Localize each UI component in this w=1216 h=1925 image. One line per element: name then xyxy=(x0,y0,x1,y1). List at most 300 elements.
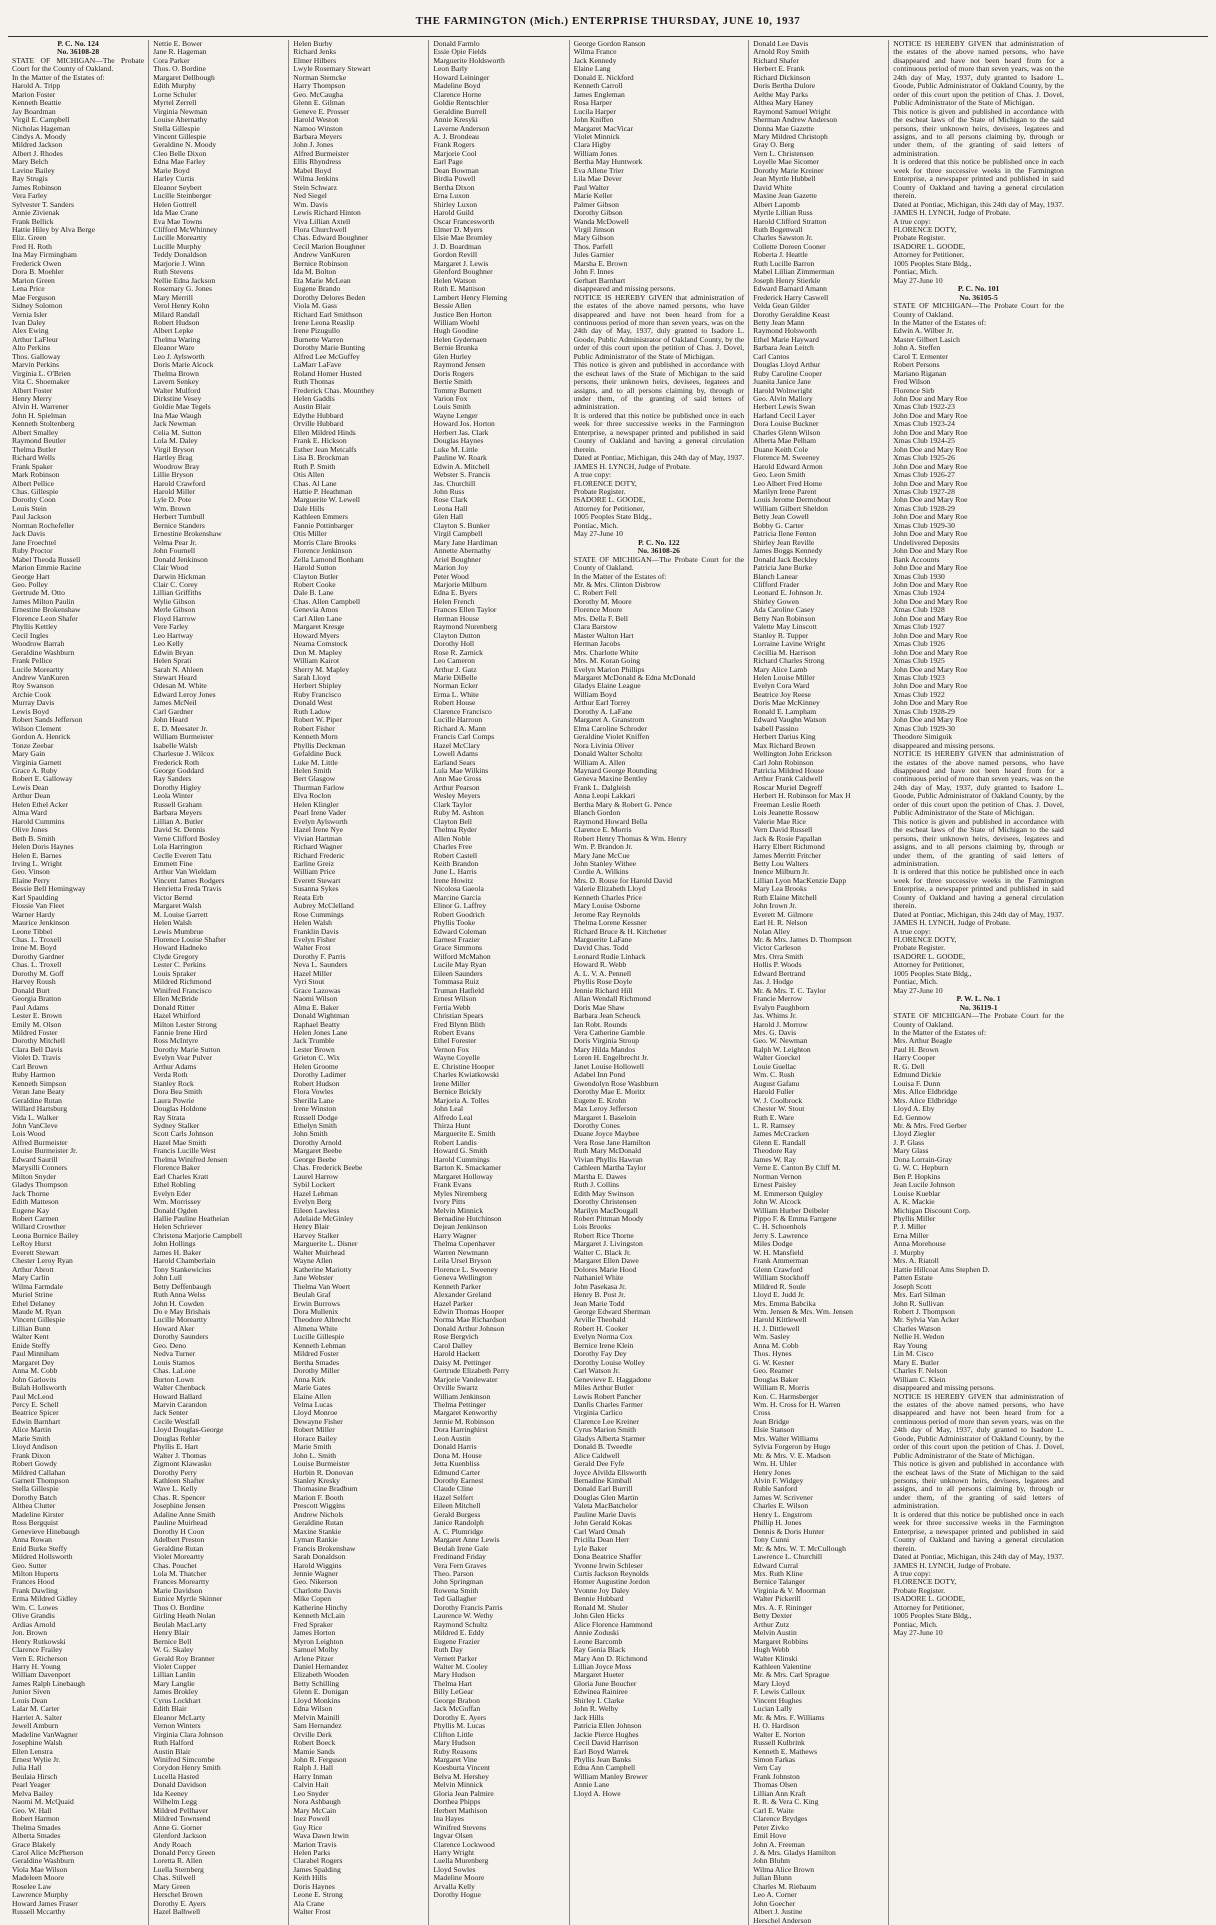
notice-line: Charles Kwiatkowski xyxy=(433,1070,500,1080)
notice-line: Eugene Frazier xyxy=(433,1636,480,1646)
notice-line: Barton K. Smackamer xyxy=(433,1163,502,1173)
notice-line: Tommy Burnett xyxy=(433,385,482,395)
notice-line: Nora Ashbaugh xyxy=(293,1797,341,1807)
notice-line: Beulah Irene Gale xyxy=(433,1543,489,1553)
notice-line: Chas. LaLone xyxy=(153,1366,196,1376)
notice-line: Harvey Stalker xyxy=(293,1230,340,1240)
notice-line: Cindys A. Moody xyxy=(12,131,67,141)
notice-line: Frank Rogers xyxy=(433,140,475,150)
notice-line: Lucile May Ryan xyxy=(433,960,487,970)
notice-line: Ruth E. Mattison xyxy=(433,284,486,294)
notice-paragraph: It is ordered that this notice be published once in each week for three successive weeks in the Farmington Enterprise, a newspaper printed and published in said County of Oakland and having a general circulation therein. xyxy=(893,157,1064,201)
notice-line: Pauline Marie Davis xyxy=(573,1509,637,1519)
notice-line: Mildred Foster xyxy=(293,1349,339,1359)
notice-line: Geo. Alvin Mallory xyxy=(753,394,813,404)
notice-line: Barbara Meyers xyxy=(293,131,342,141)
notice-line: FLORENCE DOTY, xyxy=(893,224,957,234)
notice-line: Mrs. Emma Babcika xyxy=(753,1298,816,1308)
notice-line: Enide Steffy xyxy=(12,1340,51,1350)
notice-line: Goldie Rentschler xyxy=(433,98,489,108)
notice-line: Mary Green xyxy=(153,1881,191,1891)
notice-line: Nora Livinia Oliver xyxy=(573,740,634,750)
notice-line: Charles M. Riebaum xyxy=(753,1881,817,1891)
notice-line: Paul H. Brown xyxy=(893,1044,939,1054)
notice-line: 1005 Peoples State Bldg., xyxy=(893,1611,972,1621)
notice-line: Jennie Richard Hill xyxy=(573,985,633,995)
notice-line: Cyrus Marion Smith xyxy=(573,1425,637,1435)
notice-line: Wylie Gibson xyxy=(153,596,196,606)
notice-line: Peter Zivko xyxy=(753,1822,789,1832)
notice-line: Dale Hills xyxy=(293,503,325,513)
notice-line: Attorney for Petitioner, xyxy=(893,1602,965,1612)
notice-line: Robert W. Piper xyxy=(293,715,343,725)
notice-line: Eugene E. Krohn xyxy=(573,1095,627,1105)
notice-line: Pricilla Dean Herr xyxy=(573,1535,630,1545)
notice-line: C. H. Schoenhols xyxy=(753,1222,807,1232)
notice-line: Mildred Hollsworth xyxy=(12,1552,73,1562)
notice-line: Edith Matteson xyxy=(12,1197,59,1207)
notice-line: Ivory Pitts xyxy=(433,1197,466,1207)
notice-heading: P. C. No. 122 xyxy=(638,537,680,547)
notice-line: Don M. Mapley xyxy=(293,647,343,657)
notice-line: ISADORE L. GOODE, xyxy=(893,1594,965,1604)
notice-line: Kenneth Simpson xyxy=(12,1078,67,1088)
notice-line: Mary Gain xyxy=(12,749,46,759)
notice-line: Velma Lucas xyxy=(293,1399,333,1409)
notice-line: Yvonne Irwin Schleser xyxy=(573,1560,643,1570)
notice-line: Marguerite E. Smith xyxy=(433,1129,496,1139)
notice-line: Chas. Pouchet xyxy=(153,1560,197,1570)
notice-line: Irene Leona Reaslip xyxy=(293,317,355,327)
notice-line: Cathleen Martha Taylor xyxy=(573,1163,646,1173)
notice-line: Roy Swanson xyxy=(12,681,54,691)
notice-line: Jennie M. Robinson xyxy=(433,1416,495,1426)
notice-line: Wm. Davis xyxy=(293,199,328,209)
notice-line: Mrs. A. F. Rininger xyxy=(753,1602,813,1612)
notice-line: Madeline Moore xyxy=(433,1873,485,1883)
notice-line: Arthur J. Gatz xyxy=(433,664,477,674)
notice-line: Albert J. Rhodes xyxy=(12,148,63,158)
notice-line: Eunice Myrtle Skinner xyxy=(153,1594,223,1604)
notice-line: Sybil Lockert xyxy=(293,1180,335,1190)
notice-line: Isabelle Walsh xyxy=(153,740,198,750)
notice-line: Elmer D. Myers xyxy=(433,224,483,234)
notice-line: Marjorie J. Winn xyxy=(153,258,205,268)
notice-line: Joseph Henry Stierkle xyxy=(753,275,821,285)
notice-line: Daisy M. Pettinger xyxy=(433,1357,492,1367)
notice-line: Jane R. Hageman xyxy=(153,47,207,57)
notice-line: Bernice Robinson xyxy=(293,258,348,268)
notice-line: Jerry S. Lawrence xyxy=(753,1230,809,1240)
notice-line: Roland Homer Husted xyxy=(293,368,362,378)
notice-line: Edwin Barnhart xyxy=(12,1416,61,1426)
notice-line: Leo Cameron xyxy=(433,656,475,666)
notice-line: Clara Higby xyxy=(573,140,611,150)
notice-line: Floyd Harrow xyxy=(153,613,196,623)
notice-line: JAMES H. LYNCH, Judge of Probate. xyxy=(893,918,1011,928)
notice-line: Dorothy Francis Parris xyxy=(433,1602,503,1612)
notice-line: Louis Jerome Dermohout xyxy=(753,495,831,505)
notice-line: Raymond Jensen xyxy=(433,360,486,370)
notice-line: Mrs. Della F. Bell xyxy=(573,613,629,623)
notice-line: John Bluhm xyxy=(753,1856,791,1866)
notice-line: Fred H. Roth xyxy=(12,241,52,251)
notice-line: Frank Evans xyxy=(433,1180,472,1190)
notice-line: Mildred Jackson xyxy=(12,140,63,150)
notice-line: Kenneth Charles Price xyxy=(573,892,642,902)
notice-line: Xmas Club 1927-28 xyxy=(893,487,955,497)
notice-line: Orville Derk xyxy=(293,1729,332,1739)
notice-line: Florence Baker xyxy=(153,1163,200,1173)
notice-line: Edwin Thomas Hooper xyxy=(433,1306,505,1316)
notice-line: Clarence Lockwood xyxy=(433,1839,495,1849)
notice-line: Kenneth Stoltenberg xyxy=(12,419,75,429)
notice-line: Chas. L. Troxell xyxy=(12,935,62,945)
notice-line: Homer Augustine Jordon xyxy=(573,1577,650,1587)
notice-line: John W. Alcock xyxy=(753,1197,802,1207)
notice-line: Wm. Brown xyxy=(153,503,191,513)
notice-line: Geraldine Burrell xyxy=(433,106,487,116)
notice-line: 1005 Peoples State Bldg., xyxy=(893,968,972,978)
notice-line: Corydon Henry Smith xyxy=(153,1763,221,1773)
notice-line: Mrs. Alice Eldbridge xyxy=(893,1095,958,1105)
notice-line: Valette May Linscott xyxy=(753,622,817,632)
notice-line: John H. Spielman xyxy=(12,410,67,420)
notice-line: Mrs. Orra Smith xyxy=(753,951,804,961)
notice-line: Harvey Roush xyxy=(12,977,56,987)
notice-line: Lila Mae Dever xyxy=(573,174,622,184)
notice-line: Morris Clare Brooks xyxy=(293,537,357,547)
notice-line: Curtis Jackson Reynolds xyxy=(573,1569,649,1579)
notice-line: Ellen Mildred Hinds xyxy=(293,427,356,437)
notice-line: Gloria June Boucher xyxy=(573,1678,637,1688)
notice-line: Adelaide McGinley xyxy=(293,1213,354,1223)
notice-line: Leo J. Aylsworth xyxy=(153,351,205,361)
notice-line: Jack & Rosie Papallan xyxy=(753,833,822,843)
notice-line: Rose Bergvich xyxy=(433,1332,479,1342)
notice-line: Pontiac, Mich. xyxy=(573,520,619,530)
notice-line: Koesburta Vincent xyxy=(433,1763,490,1773)
notice-paragraph: STATE OF MICHIGAN—The Probate Court for the County of Oakland. xyxy=(12,55,145,74)
notice-line: Eileen Mitchell xyxy=(433,1501,481,1511)
notice-line: Wm. C. Rush xyxy=(753,1070,795,1080)
notice-line: Phyllis Tooke xyxy=(433,918,476,928)
notice-line: Alvin H. Warrener xyxy=(12,402,69,412)
notice-line: Dorothy Earnest xyxy=(433,1476,484,1486)
notice-line: Hattie Hiley by Alva Berge xyxy=(12,224,95,234)
notice-line: Helen Parks xyxy=(293,1847,331,1857)
notice-line: Bernice Bell xyxy=(153,1636,192,1646)
notice-line: In the Matter of the Estates of: xyxy=(12,72,105,82)
notice-line: Valerie Mae Rice xyxy=(753,816,806,826)
notice-line: Clifton Little xyxy=(433,1729,474,1739)
notice-line: Cora Parker xyxy=(153,55,190,65)
notice-line: Genevia Amos xyxy=(293,605,339,615)
notice-line: Wm. Morrissey xyxy=(153,1197,201,1207)
notice-line: Glenn Crawford xyxy=(753,1264,803,1274)
notice-line: Barbara Jean Scheuck xyxy=(573,1011,641,1021)
notice-line: Arnold Roy Smith xyxy=(753,47,810,57)
notice-line: Lillian Ann Kraft xyxy=(753,1788,806,1798)
notice-line: Willard Hartsburg xyxy=(12,1104,68,1114)
notice-line: Helen Ethel Acker xyxy=(12,799,69,809)
notice-line: Bertha Mary & Robert G. Pence xyxy=(573,799,672,809)
notice-line: Reata Erb xyxy=(293,892,324,902)
notice-line: Marguerite W. Lewell xyxy=(293,495,360,505)
notice-line: Dorothy Hogue xyxy=(433,1890,481,1900)
notice-line: Nellie H. Wedon xyxy=(893,1332,945,1342)
notice-line: Vivian Hartman xyxy=(293,833,342,843)
notice-line: Robert Landis xyxy=(433,1137,477,1147)
notice-line: Keith Hills xyxy=(293,1873,327,1883)
notice-line: Harold A. Tripp xyxy=(12,81,61,91)
notice-line: Paul Adams xyxy=(12,1002,49,1012)
notice-line: Hazel Parker xyxy=(433,1298,473,1308)
notice-line: M. Louise Garrett xyxy=(153,909,208,919)
notice-line: George Goddard xyxy=(153,765,204,775)
notice-line: John Gerald Kokas xyxy=(573,1518,632,1528)
notice-line: Marion Travis xyxy=(293,1839,337,1849)
column-7 xyxy=(888,40,1068,1925)
notice-line: Sydney Stalker xyxy=(153,1121,200,1130)
notice-line: Virginia L. O'Brien xyxy=(12,368,71,378)
notice-line: Ruby Caroline Cooper xyxy=(753,368,822,378)
notice-line: John Doe and Mary Roe xyxy=(893,410,968,420)
notice-line: Evelyn Eder xyxy=(153,1188,191,1198)
notice-line: Bessie Bell Hemingway xyxy=(12,884,86,894)
notice-line: Thelma Smades xyxy=(12,1822,61,1832)
notice-line: Theodore Ray xyxy=(753,1146,797,1156)
notice-line: Marion Green xyxy=(12,275,55,285)
notice-line: Herschel Brown xyxy=(153,1890,203,1900)
notice-line: Frank Bellick xyxy=(12,216,54,226)
notice-line: Geraldine Washburn xyxy=(12,1856,75,1866)
notice-line: Ruth Stevens xyxy=(153,267,194,277)
notice-line: John Doe and Mary Roe xyxy=(893,563,968,573)
notice-line: Irene Winston xyxy=(293,1104,337,1114)
notice-line: Celia M. Sutton xyxy=(153,427,202,437)
notice-line: Robert Gowdy xyxy=(12,1459,57,1469)
notice-line: Lyle Baker xyxy=(573,1543,608,1553)
notice-line: P. J. Miller xyxy=(893,1222,927,1232)
notice-line: Arville Theobald xyxy=(573,1315,626,1325)
notice-line: Martha E. Dawes xyxy=(573,1171,627,1181)
notice-line: Dorothy Arnold xyxy=(293,1137,342,1147)
notice-line: Attorney for Petitioner, xyxy=(893,250,965,260)
notice-line: Raymond Samuel Wright xyxy=(753,106,831,116)
notice-line: Vern Cay xyxy=(753,1763,782,1773)
notice-line: Margaret Anne Lewis xyxy=(433,1535,500,1545)
notice-line: John Lull xyxy=(153,1273,183,1283)
notice-line: FLORENCE DOTY, xyxy=(893,1577,957,1587)
notice-line: Mr. Sylvia Van Acker xyxy=(893,1315,959,1325)
notice-line: Mr. & Mrs. Fred Gerber xyxy=(893,1121,967,1130)
notice-line: Eleanor McLarty xyxy=(153,1712,206,1722)
notice-line: Lola M. Thatcher xyxy=(153,1569,207,1579)
notice-line: Margaret I. Baseloin xyxy=(573,1112,637,1122)
notice-line: Helen Sprati xyxy=(153,656,192,666)
notice-line: Laurence W. Wethy xyxy=(433,1611,494,1621)
notice-line: Francis Brokenshaw xyxy=(293,1543,356,1553)
notice-line: Vincent Hughes xyxy=(753,1695,802,1705)
notice-line: Geraldine Rutan xyxy=(153,1543,204,1553)
notice-line: Dorothy Batch xyxy=(12,1492,57,1502)
notice-line: Wilma Farmdale xyxy=(12,1281,63,1291)
notice-line: Master Gilbert Lasich xyxy=(893,334,960,344)
notice-line: Ronald E. Lampham xyxy=(753,706,817,716)
notice-line: Mrs. D. Rouse for Harold David xyxy=(573,875,673,885)
notice-line: Herbert Lewis Swan xyxy=(753,402,816,412)
notice-line: Charles Watson xyxy=(893,1323,941,1333)
notice-line: Shirley Gowen xyxy=(753,596,799,606)
notice-line: Bernice Brickly xyxy=(433,1087,482,1097)
notice-line: Vera Rose Jane Hamilton xyxy=(573,1137,651,1147)
notice-line: Ina Hayes xyxy=(433,1814,464,1824)
notice-line: Clarence Frailey xyxy=(12,1645,63,1655)
notice-line: Wesley Meyers xyxy=(433,791,481,801)
notice-line: Luke M. Little xyxy=(433,444,478,454)
notice-line: Phyllis E. Hart xyxy=(153,1442,199,1452)
notice-line: Clifford McWhinney xyxy=(153,224,218,234)
notice-line: Vern E. Richerson xyxy=(12,1653,68,1663)
notice-line: Violet Copper xyxy=(153,1662,196,1671)
notice-line: Lloyd Andison xyxy=(12,1442,58,1452)
notice-line: Robert House xyxy=(433,698,476,708)
notice-line: Mary E. Butler xyxy=(893,1357,940,1367)
notice-line: Lloyd Monroe xyxy=(293,1408,338,1418)
notice-line: Hazel Miller xyxy=(293,968,332,978)
notice-line: Walter M. Cooley xyxy=(433,1662,488,1671)
notice-line: John Kniffen xyxy=(573,115,614,125)
notice-line: R. R. & Vera C. King xyxy=(753,1797,819,1807)
notice-line: Robert J. Thompson xyxy=(893,1306,955,1316)
notice-line: Margaret Kresge xyxy=(293,622,345,632)
notice-line: Phyllis Kettley xyxy=(12,622,58,632)
notice-line: Erna Miller xyxy=(893,1230,929,1240)
notice-line: May 27-June 10 xyxy=(893,1628,943,1638)
notice-line: George Edward Sherman xyxy=(573,1306,651,1316)
notice-line: Dorothy Marie Kreiner xyxy=(753,165,824,175)
notice-line: Henry L. Engstrom xyxy=(753,1509,812,1519)
notice-line: Donald Harris xyxy=(433,1442,477,1452)
notice-line: John L. Smith xyxy=(293,1450,337,1460)
notice-line: Louis Dean xyxy=(12,1695,48,1705)
notice-line: William Boyd xyxy=(573,689,617,699)
notice-line: George Beebe xyxy=(293,1154,337,1164)
notice-line: Ruth Anna Welss xyxy=(153,1290,206,1300)
notice-line: Leila Ursel Bryson xyxy=(433,1256,492,1266)
notice-line: Jay Boardman xyxy=(12,106,56,116)
notice-line: Mrs. Charlotte White xyxy=(573,647,639,657)
notice-line: Mary Lea Brooks xyxy=(753,884,807,894)
notice-line: M. Emmerson Quigley xyxy=(753,1188,823,1198)
notice-line: Dorothy Miller xyxy=(293,1366,340,1376)
notice-line: Marion Foster xyxy=(12,89,56,99)
notice-line: Richard Shafer xyxy=(753,55,799,65)
notice-line: Doris Rogers xyxy=(433,368,474,378)
notice-line: Woodrow Barrah xyxy=(12,639,65,649)
notice-line: Clarence Francisco xyxy=(433,706,492,716)
notice-line: Marion Emmie Racine xyxy=(12,563,82,573)
notice-line: Glen Hurley xyxy=(433,351,472,361)
notice-line: Douglas Holdone xyxy=(153,1104,207,1114)
notice-line: Helen Burby xyxy=(293,39,333,48)
notice-line: Arthur Zutz xyxy=(753,1619,790,1629)
notice-line: Ardias Arnold xyxy=(12,1619,56,1629)
notice-line: Wm. H. Cross for H. Warren xyxy=(753,1399,841,1409)
notice-line: Leone Barcomb xyxy=(573,1636,623,1646)
notice-line: Aelthe May Parks xyxy=(753,89,808,99)
notice-line: Christian Spears xyxy=(433,1011,484,1021)
notice-line: Hallie Pauline Heatheian xyxy=(153,1213,230,1223)
column-1 xyxy=(8,40,148,1925)
notice-line: Everett M. Gilmore xyxy=(753,909,813,919)
notice-line: Fannie Irene Hird xyxy=(153,1028,208,1038)
notice-line: Frances Ellen Taylor xyxy=(433,605,497,615)
notice-line: J. Murphy xyxy=(893,1247,925,1257)
notice-line: Harry Cooper xyxy=(893,1053,936,1063)
notice-line: Donald Walter Scholtz xyxy=(573,749,643,759)
notice-line: Bobby G. Carter xyxy=(753,520,804,530)
notice-line: Elinor G. Laffrey xyxy=(433,901,487,911)
notice-line: Ethel Forester xyxy=(433,1036,477,1046)
notice-line: Kathleen Shafter xyxy=(153,1476,205,1486)
notice-line: Florence L. Sweeney xyxy=(433,1264,498,1274)
notice-line: Velda Gean Gilder xyxy=(753,301,810,311)
notice-line: Max Leroy Jefferson xyxy=(573,1104,638,1114)
notice-line: Mrs. Ruth Kline xyxy=(753,1569,803,1579)
notice-line: Mrs. Arthur Beagle xyxy=(893,1036,953,1046)
notice-line: Thomasine Bradburn xyxy=(293,1484,358,1494)
notice-line: FLORENCE DOTY, xyxy=(893,935,957,945)
notice-line: Beulah MacLarty xyxy=(153,1619,207,1629)
notice-line: Erwin Burrows xyxy=(293,1298,340,1308)
notice-line: Henry Rutkowski xyxy=(12,1636,66,1646)
notice-line: Neama Comstock xyxy=(293,639,348,649)
notice-line: Robert Rice Thorne xyxy=(573,1230,634,1240)
notice-line: Elma Caroline Schroder xyxy=(573,723,647,733)
notice-line: Josephine Walsh xyxy=(12,1738,63,1748)
notice-line: Emil Hove xyxy=(753,1831,787,1841)
notice-line: Ross Bergquist xyxy=(12,1518,59,1528)
notice-line: Richard Dickinson xyxy=(753,72,811,82)
notice-line: Kon. C. Harmsberger xyxy=(753,1391,819,1401)
notice-line: Edith May Swinson xyxy=(573,1188,634,1198)
notice-line: August Gafanu xyxy=(753,1078,800,1088)
notice-line: Lillie Bryson xyxy=(153,470,194,480)
notice-line: Ruby Proctor xyxy=(12,546,53,556)
notice-line: Allen Noble xyxy=(433,833,471,843)
notice-heading: P. C. No. 101 xyxy=(957,284,1000,294)
notice-line: Arlene Pitzer xyxy=(293,1653,334,1663)
notice-line: Dorothy A. LaFane xyxy=(573,706,633,716)
notice-line: Harold Edward Armon xyxy=(753,461,823,471)
notice-line: Oscar Francesworth xyxy=(433,216,495,226)
notice-line: Alfredo Leal xyxy=(433,1112,473,1122)
notice-line: Virginia Newman xyxy=(153,106,208,116)
notice-line: Paul Jackson xyxy=(12,512,52,522)
notice-line: Geo. Reamer xyxy=(753,1366,794,1376)
notice-line: Walter Kent xyxy=(12,1332,49,1342)
notice-line: Dorothy E. Ayers xyxy=(433,1712,487,1722)
notice-line: Arthur Van Wieldam xyxy=(153,867,217,877)
notice-line: Viola Mae Wilson xyxy=(12,1864,68,1874)
notice-line: Phyllis M. Lucas xyxy=(433,1721,486,1731)
notice-line: Lisa B. Brockman xyxy=(293,453,349,463)
notice-line: Thos. O. Bordine xyxy=(153,64,206,74)
notice-line: David Chas. Todd xyxy=(573,943,629,953)
notice-line: Mr. & Mrs. T. C. Taylor xyxy=(753,985,826,995)
